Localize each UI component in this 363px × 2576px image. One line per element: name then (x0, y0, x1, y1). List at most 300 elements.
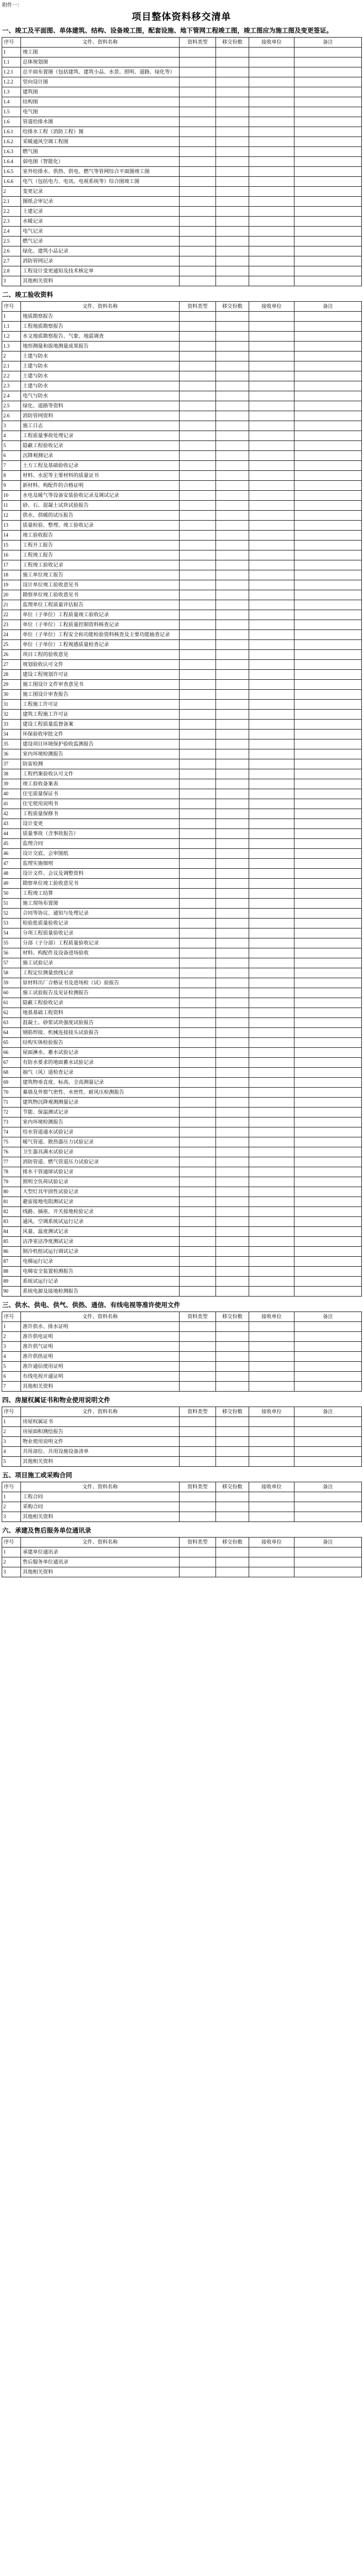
copies-cell (216, 739, 249, 749)
table-row (2, 1427, 362, 1437)
table-row (2, 1038, 362, 1048)
copies-cell (216, 1257, 249, 1267)
document-name: 监理实施细则 (21, 859, 180, 869)
receiver-cell (249, 137, 294, 147)
table-row (2, 1197, 362, 1207)
copies-cell (216, 127, 249, 137)
receiver-cell (249, 451, 294, 461)
receiver-cell (249, 381, 294, 391)
remarks-cell (294, 1068, 362, 1078)
receiver-cell (249, 560, 294, 570)
remarks-cell (294, 1372, 362, 1382)
row-number: 40 (2, 789, 21, 799)
remarks-cell (294, 1247, 362, 1257)
receiver-cell (249, 461, 294, 471)
table-row (2, 77, 362, 87)
receiver-cell (249, 759, 294, 769)
remarks-cell (294, 471, 362, 481)
data-type-cell (180, 829, 216, 839)
data-type-cell (180, 1257, 216, 1267)
receiver-cell (249, 1118, 294, 1127)
data-type-cell (180, 1227, 216, 1237)
table-row (2, 1342, 362, 1352)
table-row (2, 739, 362, 749)
receiver-cell (249, 1028, 294, 1038)
table-row (2, 1008, 362, 1018)
data-type-cell (180, 769, 216, 779)
document-name: 设计单位竣工验收意见书 (21, 580, 180, 590)
table-row (2, 1127, 362, 1137)
data-type-cell (180, 1237, 216, 1247)
document-name: 电梯运行记录 (21, 1257, 180, 1267)
table-row (2, 1108, 362, 1118)
row-number: 7 (2, 1382, 21, 1392)
document-name: 房屋面积测绘报告 (21, 1427, 180, 1437)
copies-cell (216, 769, 249, 779)
table-row (2, 1217, 362, 1227)
copies-cell (216, 1068, 249, 1078)
copies-cell (216, 1098, 249, 1108)
receiver-cell (249, 501, 294, 511)
table-row (2, 958, 362, 968)
data-type-cell (180, 1332, 216, 1342)
table-row (2, 256, 362, 266)
receiver-cell (249, 1247, 294, 1257)
column-header: 序号 (2, 1482, 21, 1492)
table-row (2, 670, 362, 680)
document-name: 隐蔽工程验收记录 (21, 441, 180, 451)
table-row (2, 988, 362, 998)
document-name: 结构实体检验报告 (21, 1038, 180, 1048)
remarks-cell (294, 147, 362, 157)
data-type-cell (180, 948, 216, 958)
table-row (2, 361, 362, 371)
table-row (2, 839, 362, 849)
copies-cell (216, 1342, 249, 1352)
row-number: 4 (2, 431, 21, 441)
row-number: 12 (2, 511, 21, 521)
remarks-cell (294, 958, 362, 968)
copies-cell (216, 809, 249, 819)
receiver-cell (249, 1137, 294, 1147)
table-row (2, 411, 362, 421)
document-name: 消防管网记录 (21, 256, 180, 266)
document-name: 有防水要求的地面蓄水试验记录 (21, 1058, 180, 1068)
document-name: 电气与防水 (21, 391, 180, 401)
table-row (2, 1437, 362, 1447)
column-header: 序号 (2, 1312, 21, 1322)
copies-cell (216, 1008, 249, 1018)
data-type-cell (180, 521, 216, 531)
document-name: 采购合同 (21, 1502, 180, 1512)
remarks-cell (294, 501, 362, 511)
copies-cell (216, 1167, 249, 1177)
data-type-cell (180, 117, 216, 127)
document-name: 钢筋焊接、机械连接接头试验报告 (21, 1028, 180, 1038)
remarks-cell (294, 391, 362, 401)
data-type-cell (180, 928, 216, 938)
row-number: 52 (2, 909, 21, 919)
data-type-cell (180, 441, 216, 451)
row-number: 25 (2, 640, 21, 650)
copies-cell (216, 998, 249, 1008)
remarks-cell (294, 1277, 362, 1287)
remarks-cell (294, 521, 362, 531)
data-type-cell (180, 57, 216, 67)
data-type-cell (180, 1058, 216, 1068)
copies-cell (216, 521, 249, 531)
receiver-cell (249, 177, 294, 187)
remarks-cell (294, 1157, 362, 1167)
data-type-cell (180, 371, 216, 381)
document-name: 施工单位竣工报告 (21, 570, 180, 580)
data-type-cell (180, 332, 216, 342)
data-type-cell (180, 879, 216, 889)
data-type-cell (180, 1502, 216, 1512)
column-header: 移交份数 (216, 38, 249, 48)
receiver-cell (249, 441, 294, 451)
copies-cell (216, 1108, 249, 1118)
remarks-cell (294, 849, 362, 859)
data-type-cell (180, 1008, 216, 1018)
document-name: 监理单位工程质量评估报告 (21, 600, 180, 610)
data-type-cell (180, 207, 216, 217)
receiver-cell (249, 371, 294, 381)
remarks-cell (294, 1088, 362, 1098)
column-header: 序号 (2, 1407, 21, 1417)
copies-cell (216, 67, 249, 77)
data-type-cell (180, 531, 216, 541)
receiver-cell (249, 730, 294, 739)
column-header: 接收单位 (249, 1482, 294, 1492)
data-type-cell (180, 1372, 216, 1382)
data-type-cell (180, 127, 216, 137)
remarks-cell (294, 1547, 362, 1557)
copies-cell (216, 1147, 249, 1157)
table-row (2, 521, 362, 531)
row-number: 1.6.1 (2, 127, 21, 137)
table-row (2, 531, 362, 541)
copies-cell (216, 1177, 249, 1187)
data-type-cell (180, 1068, 216, 1078)
column-header: 备注 (294, 38, 362, 48)
copies-cell (216, 1362, 249, 1372)
document-name: 线路、插座、开关接地检验记录 (21, 1207, 180, 1217)
remarks-cell (294, 1137, 362, 1147)
data-type-cell (180, 938, 216, 948)
row-number: 2.5 (2, 237, 21, 246)
receiver-cell (249, 809, 294, 819)
table-row (2, 749, 362, 759)
table-row (2, 640, 362, 650)
remarks-cell (294, 256, 362, 266)
data-type-cell (180, 147, 216, 157)
remarks-cell (294, 819, 362, 829)
remarks-cell (294, 889, 362, 899)
copies-cell (216, 620, 249, 630)
data-type-cell (180, 391, 216, 401)
remarks-cell (294, 710, 362, 720)
table-row (2, 938, 362, 948)
document-name: 大型灯具牢固性试验记录 (21, 1187, 180, 1197)
column-header: 接收单位 (249, 1407, 294, 1417)
document-name: 电梯安全装置检测报告 (21, 1267, 180, 1277)
remarks-cell (294, 1352, 362, 1362)
row-number: 3 (2, 1437, 21, 1447)
document-name: 勘察单位竣工验收意见书 (21, 590, 180, 600)
row-number: 1 (2, 1417, 21, 1427)
copies-cell (216, 859, 249, 869)
remarks-cell (294, 799, 362, 809)
remarks-cell (294, 276, 362, 286)
table-row (2, 541, 362, 550)
transfer-list-table (2, 1482, 362, 1522)
row-number: 71 (2, 1098, 21, 1108)
data-type-cell (180, 1177, 216, 1187)
data-type-cell (180, 351, 216, 361)
column-header: 移交份数 (216, 302, 249, 312)
row-number: 5 (2, 1457, 21, 1467)
document-name: 抽气（风）道检查记录 (21, 1068, 180, 1078)
document-name: 通风、空调系统试运行记录 (21, 1217, 180, 1227)
remarks-cell (294, 839, 362, 849)
row-number: 73 (2, 1118, 21, 1127)
document-name: 工程档案验收认可文件 (21, 769, 180, 779)
row-number: 70 (2, 1088, 21, 1098)
transfer-list-table (2, 1311, 362, 1392)
copies-cell (216, 1492, 249, 1502)
data-type-cell (180, 501, 216, 511)
remarks-cell (294, 381, 362, 391)
table-row (2, 107, 362, 117)
row-number: 78 (2, 1167, 21, 1177)
data-type-cell (180, 1127, 216, 1137)
copies-cell (216, 541, 249, 550)
section-title: 一、竣工及平面图、单体建筑、结构、设备竣工图，配套设施、地下管网工程竣工图，竣工图应为施工图及变更签证。 (2, 28, 333, 34)
copies-cell (216, 266, 249, 276)
copies-cell (216, 312, 249, 322)
receiver-cell (249, 720, 294, 730)
row-number: 1 (2, 312, 21, 322)
copies-cell (216, 928, 249, 938)
remarks-cell (294, 630, 362, 640)
row-number: 6 (2, 451, 21, 461)
copies-cell (216, 958, 249, 968)
copies-cell (216, 177, 249, 187)
table-row (2, 660, 362, 670)
table-row (2, 1322, 362, 1332)
remarks-cell (294, 1567, 362, 1577)
remarks-cell (294, 1512, 362, 1522)
remarks-cell (294, 87, 362, 97)
copies-cell (216, 988, 249, 998)
receiver-cell (249, 620, 294, 630)
data-type-cell (180, 1342, 216, 1352)
receiver-cell (249, 1157, 294, 1167)
data-type-cell (180, 1147, 216, 1157)
table-row (2, 570, 362, 580)
copies-cell (216, 57, 249, 67)
row-number: 2.6 (2, 246, 21, 256)
table-row (2, 620, 362, 630)
receiver-cell (249, 97, 294, 107)
row-number: 3 (2, 1512, 21, 1522)
document-name: 施工图设计审查报告 (21, 690, 180, 700)
data-type-cell (180, 187, 216, 197)
receiver-cell (249, 789, 294, 799)
copies-cell (216, 650, 249, 660)
row-number: 47 (2, 859, 21, 869)
table-row (2, 1227, 362, 1237)
table-row (2, 789, 362, 799)
remarks-cell (294, 207, 362, 217)
receiver-cell (249, 187, 294, 197)
copies-cell (216, 351, 249, 361)
column-header: 接收单位 (249, 1312, 294, 1322)
copies-cell (216, 899, 249, 909)
document-name: 设计交底、会审图纸 (21, 849, 180, 859)
remarks-cell (294, 779, 362, 789)
copies-cell (216, 779, 249, 789)
copies-cell (216, 1417, 249, 1427)
receiver-cell (249, 968, 294, 978)
receiver-cell (249, 1078, 294, 1088)
copies-cell (216, 660, 249, 670)
document-name: 隐蔽工程验收记录 (21, 998, 180, 1008)
column-header: 接收单位 (249, 302, 294, 312)
remarks-cell (294, 1287, 362, 1297)
data-type-cell (180, 680, 216, 690)
table-row (2, 312, 362, 322)
data-type-cell (180, 819, 216, 829)
data-type-cell (180, 167, 216, 177)
table-row (2, 127, 362, 137)
document-name: 建设项目环境保护验收监测报告 (21, 739, 180, 749)
row-number: 89 (2, 1277, 21, 1287)
receiver-cell (249, 246, 294, 256)
column-header: 移交份数 (216, 1538, 249, 1547)
copies-cell (216, 1118, 249, 1127)
remarks-cell (294, 67, 362, 77)
document-name: 绿化、道路等资料 (21, 401, 180, 411)
document-name: 住宅使用说明书 (21, 799, 180, 809)
document-name: 住宅质量保证书 (21, 789, 180, 799)
row-number: 2.4 (2, 227, 21, 237)
data-type-cell (180, 620, 216, 630)
receiver-cell (249, 700, 294, 710)
column-header: 接收单位 (249, 1538, 294, 1547)
data-type-cell (180, 630, 216, 640)
remarks-cell (294, 1322, 362, 1332)
column-header: 接收单位 (249, 38, 294, 48)
table-row (2, 246, 362, 256)
row-number: 45 (2, 839, 21, 849)
document-name: 分部（子分部）工程质量验收记录 (21, 938, 180, 948)
receiver-cell (249, 322, 294, 332)
document-name: 准许供气证明 (21, 1342, 180, 1352)
document-name: 工程施工许可证 (21, 700, 180, 710)
receiver-cell (249, 1048, 294, 1058)
document-name: 竣工图 (21, 48, 180, 57)
document-name: 环保验收审批文件 (21, 730, 180, 739)
document-name: 新材料、构配件的合格证明 (21, 481, 180, 491)
table-row (2, 1187, 362, 1197)
data-type-cell (180, 1247, 216, 1257)
document-name: 水文地质勘察报告、气象、地震调查 (21, 332, 180, 342)
document-name: 燃气图 (21, 147, 180, 157)
copies-cell (216, 87, 249, 97)
receiver-cell (249, 998, 294, 1008)
receiver-cell (249, 491, 294, 501)
row-number: 82 (2, 1207, 21, 1217)
receiver-cell (249, 1457, 294, 1467)
data-type-cell (180, 266, 216, 276)
remarks-cell (294, 1108, 362, 1118)
remarks-cell (294, 899, 362, 909)
table-row (2, 1078, 362, 1088)
data-type-cell (180, 1352, 216, 1362)
copies-cell (216, 1512, 249, 1522)
row-number: 1.5 (2, 107, 21, 117)
data-type-cell (180, 401, 216, 411)
remarks-cell (294, 560, 362, 570)
remarks-cell (294, 1018, 362, 1028)
copies-cell (216, 1322, 249, 1332)
remarks-cell (294, 1427, 362, 1437)
section-6 (2, 1525, 361, 1581)
data-type-cell (180, 1277, 216, 1287)
receiver-cell (249, 1008, 294, 1018)
row-number: 3 (2, 1567, 21, 1577)
copies-cell (216, 1547, 249, 1557)
data-type-cell (180, 1512, 216, 1522)
transfer-list-table (2, 301, 362, 1297)
remarks-cell (294, 237, 362, 246)
data-type-cell (180, 570, 216, 580)
row-number: 35 (2, 739, 21, 749)
document-name: 避雷接地电阻测试记录 (21, 1197, 180, 1207)
receiver-cell (249, 1267, 294, 1277)
receiver-cell (249, 978, 294, 988)
receiver-cell (249, 127, 294, 137)
document-name: 施工试验报告及见证检测报告 (21, 988, 180, 998)
receiver-cell (249, 690, 294, 700)
data-type-cell (180, 700, 216, 710)
data-type-cell (180, 511, 216, 521)
row-number: 30 (2, 690, 21, 700)
data-type-cell (180, 322, 216, 332)
copies-cell (216, 256, 249, 266)
data-type-cell (180, 809, 216, 819)
remarks-cell (294, 361, 362, 371)
row-number: 4 (2, 1447, 21, 1457)
receiver-cell (249, 431, 294, 441)
copies-cell (216, 117, 249, 127)
row-number: 2.1 (2, 361, 21, 371)
remarks-cell (294, 1058, 362, 1068)
remarks-cell (294, 859, 362, 869)
receiver-cell (249, 1197, 294, 1207)
table-row (2, 610, 362, 620)
section-3 (2, 1300, 361, 1395)
table-row (2, 471, 362, 481)
document-name: 土建与防水 (21, 351, 180, 361)
table-row (2, 879, 362, 889)
document-name: 竣工验收备案表 (21, 779, 180, 789)
receiver-cell (249, 1492, 294, 1502)
document-name: 防雷检测 (21, 759, 180, 769)
data-type-cell (180, 779, 216, 789)
